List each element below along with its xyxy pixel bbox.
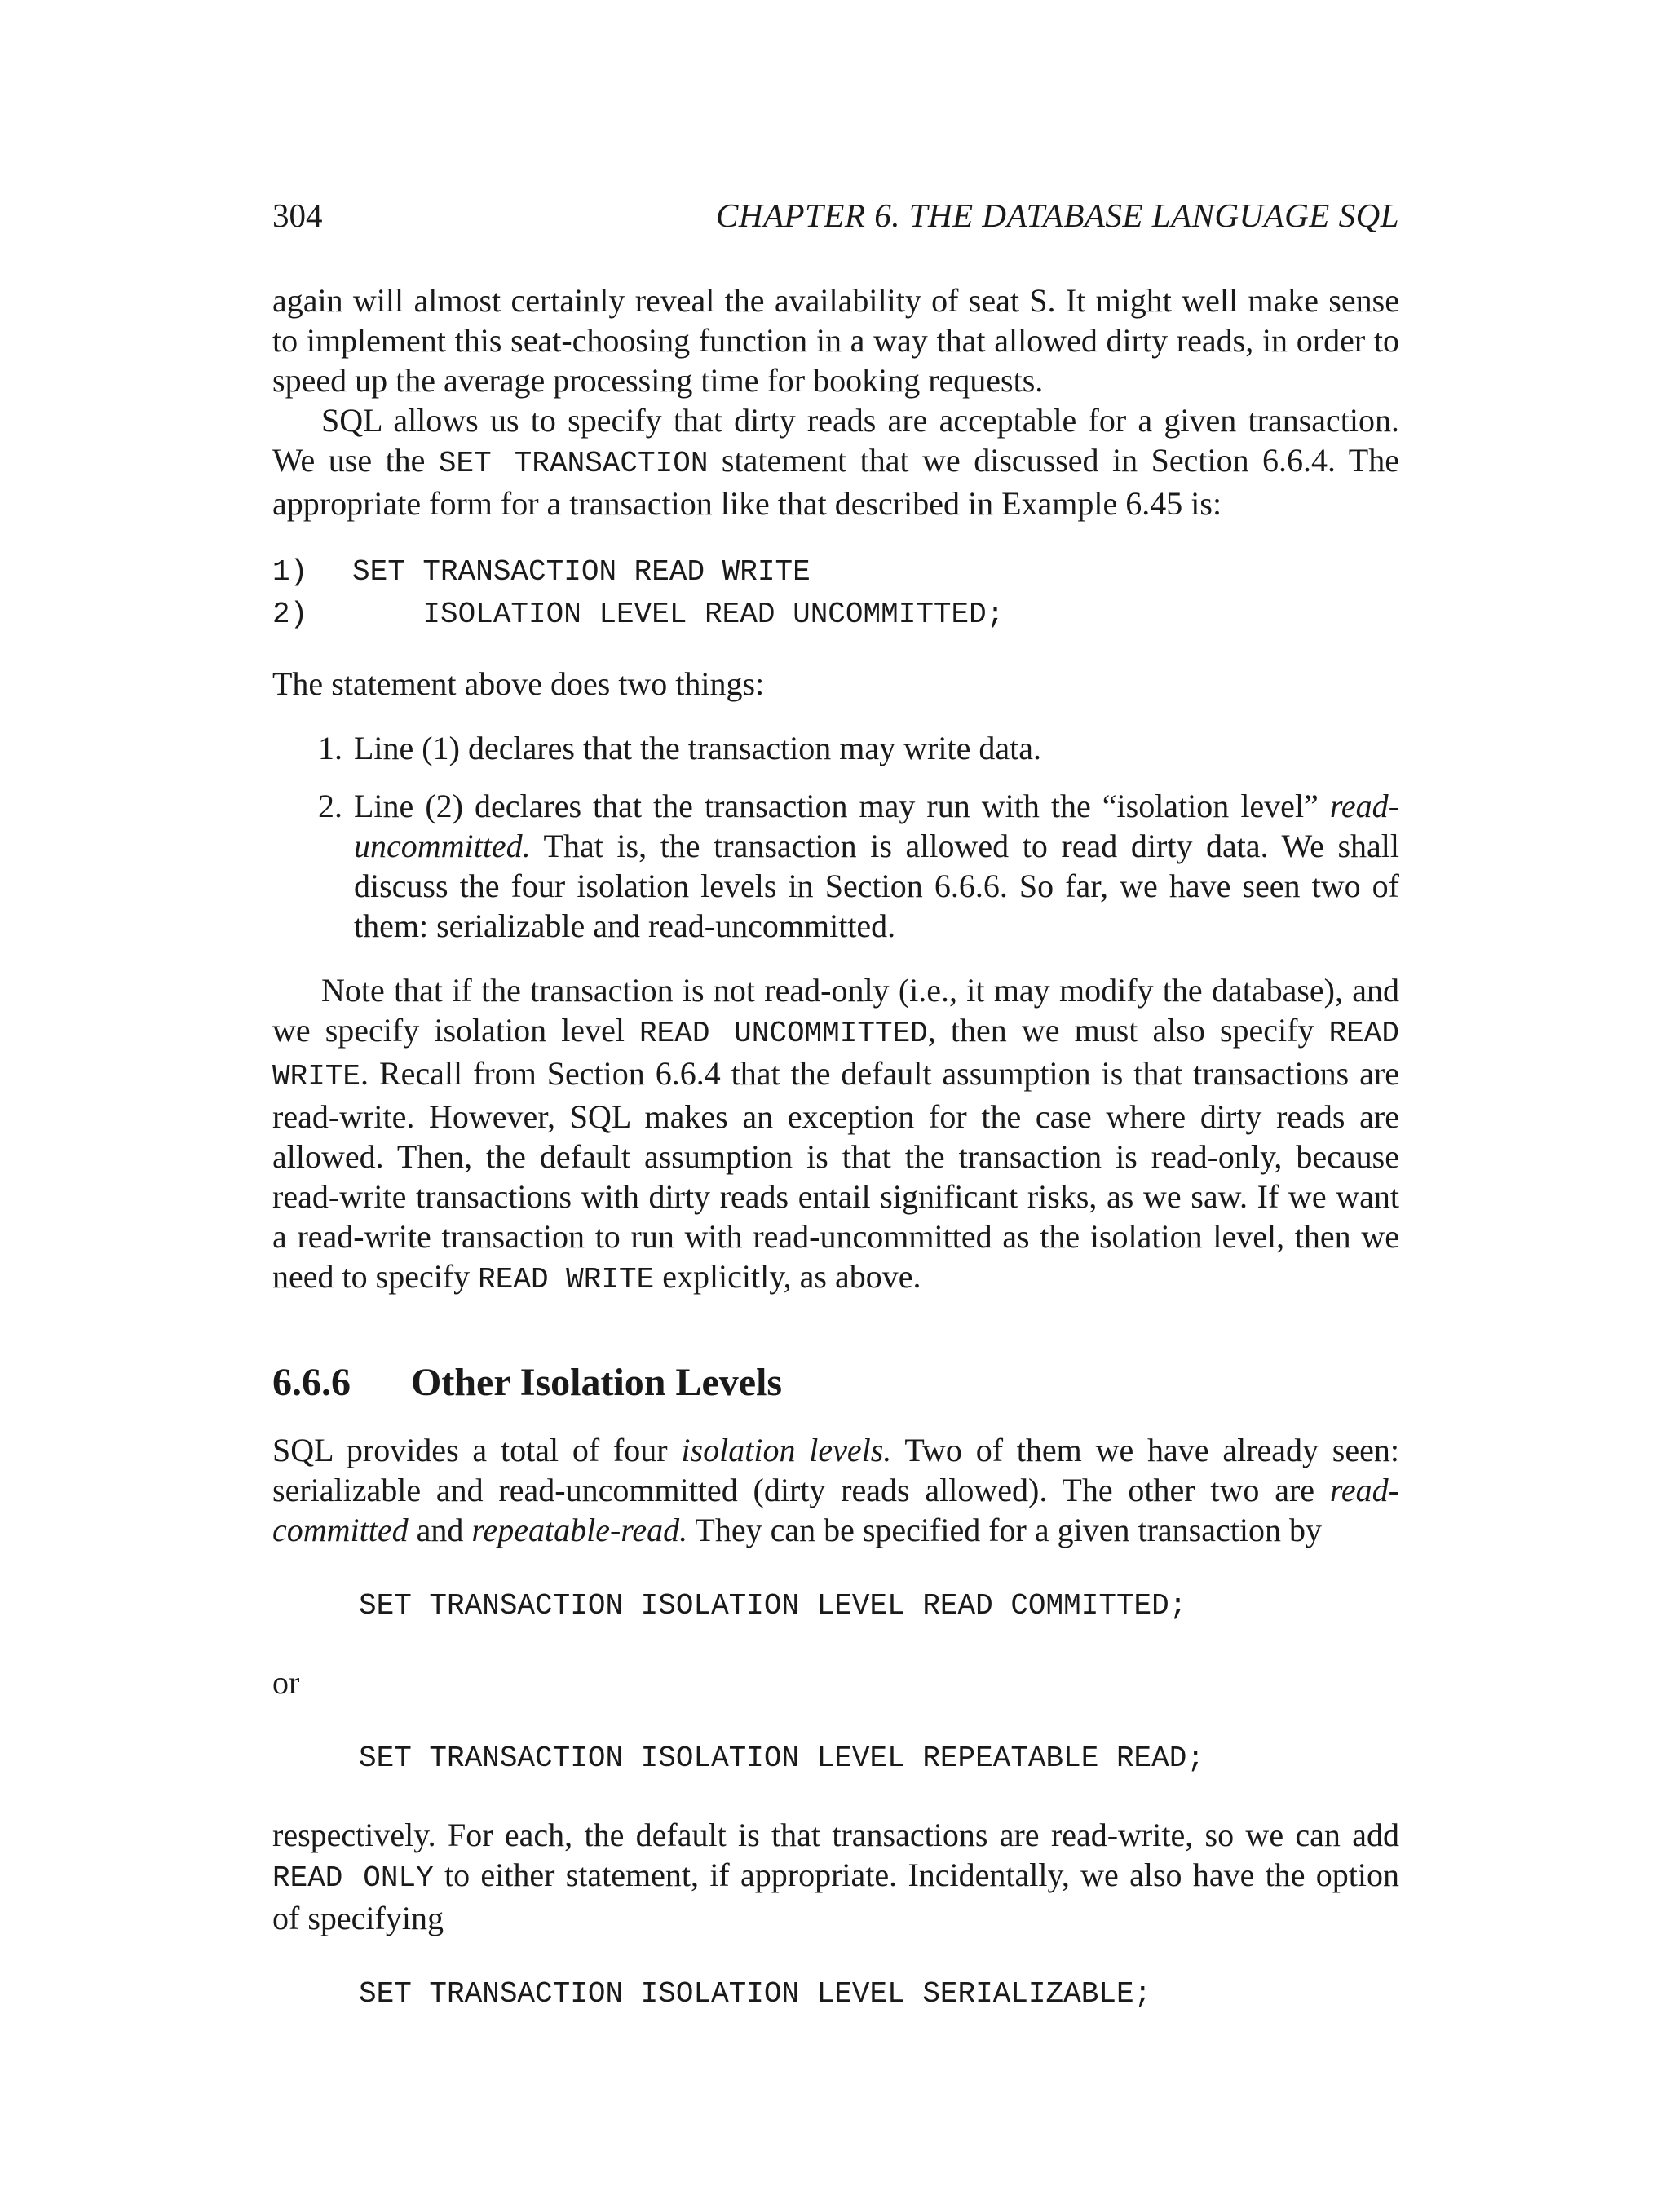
emphasis-isolation-levels: isolation levels. [681,1432,892,1468]
code-line-text: ISOLATION LEVEL READ UNCOMMITTED; [352,598,1005,631]
paragraph-5-text-a: SQL provides a total of four [272,1432,682,1468]
emphasis-read-committed: read-committed [272,1472,1399,1548]
paragraph-4-text-d: explicitly, as above. [654,1258,921,1295]
paragraph-5-text-c: and [408,1512,472,1548]
paragraph-4-text-a: Note that if the transaction is not read-only (i.e., it may modify the database), and we specify isolation level [272,972,1399,1049]
inline-code-read-uncommitted: READ UNCOMMITTED [639,1017,928,1050]
inline-code-read-write: READ WRITE [272,1017,1399,1093]
code-statement-serializable: SET TRANSACTION ISOLATION LEVEL SERIALIZABLE; [359,1977,1152,2011]
page-header [272,196,1399,241]
section-number: 6.6.6 [272,1361,351,1404]
page [272,196,1399,2051]
paragraph-5-text-b: Two of them we have already seen: serializable and read-uncommitted (dirty reads allowed). The other two are [272,1432,1399,1508]
code-statement-repeatable-read: SET TRANSACTION ISOLATION LEVEL REPEATABLE READ; [359,1742,1204,1775]
paragraph-5 [272,1430,1399,1550]
list-item-number: 2. [318,788,342,824]
list-item-text-b: That is, the transaction is allowed to read dirty data. We shall discuss the four isolation levels in Section 6.6.6. So far, we have seen two of them: serializable and read-uncommitted. [354,828,1399,944]
inline-code-read-only: READ ONLY [272,1861,434,1895]
paragraph-4-text-b: , then we must also specify [927,1012,1329,1049]
paragraph-6 [272,1815,1399,1938]
emphasis-repeatable-read: repeatable-read. [471,1512,688,1548]
paragraph-3: The statement above does two things: [272,665,765,702]
list-item [272,728,1399,768]
list-item-text-a: Line (2) declares that the transaction may run with the “isolation level” [354,788,1330,824]
list-item-text: Line (1) declares that the transaction may write data. [354,730,1041,766]
paragraph-6-text-b: to either statement, if appropriate. Incidentally, we also have the option of specifying [272,1857,1399,1936]
code-line-number: 1) [272,555,308,589]
code-line [272,594,1399,636]
running-title: CHAPTER 6. THE DATABASE LANGUAGE SQL [716,196,1399,234]
list-item [272,786,1399,946]
paragraph-4-text-c: . Recall from Section 6.6.4 that the default assumption is that transactions are read-write. However, SQL makes an exception for the case where dirty reads are allowed. Then, the default assumption is that the transaction is read-only, because read-write transactions with dirty reads entail significant risks, as we saw. If we want a read-write transaction to run with read-uncommitted as the isolation level, then we need to specify [272,1055,1399,1295]
inline-code-set-transaction: SET TRANSACTION [438,447,709,480]
code-line-text: SET TRANSACTION READ WRITE [352,555,811,589]
code-statement-read-committed: SET TRANSACTION ISOLATION LEVEL READ COMMITTED; [359,1589,1187,1623]
paragraph-1: again will almost certainly reveal the availability of seat S. It might well make sense to implement this seat-choosing function in a way that allowed dirty reads, in order to speed up the average processing time for booking requests. [272,282,1399,399]
list-item-emphasis: read-uncommitted. [354,788,1399,864]
list-item-number: 1. [318,730,342,766]
code-line [272,551,1399,594]
code-block-1 [272,551,1399,636]
paragraph-2 [272,400,1399,523]
paragraph-6-text-a: respectively. For each, the default is that transactions are read-write, so we can add [272,1817,1399,1853]
paragraph-4 [272,970,1399,1300]
numbered-list [272,728,1399,946]
page-number: 304 [272,196,323,234]
or-connector: or [272,1664,300,1701]
section-title: Other Isolation Levels [411,1361,783,1404]
list-item-text [354,786,1399,946]
paragraph-5-text-d: They can be specified for a given transaction by [687,1512,1322,1548]
paragraph-2-text-a: SQL allows us to specify that dirty reads are acceptable for a given transaction. We use the [272,402,1399,479]
section-heading [272,1358,1399,1407]
code-line-number: 2) [272,598,308,631]
inline-code-read-write: READ WRITE [478,1263,655,1296]
paragraph-2-text-b: statement that we discussed in Section 6.6.4. The appropriate form for a transaction like that described in Example 6.45 is: [272,442,1399,522]
